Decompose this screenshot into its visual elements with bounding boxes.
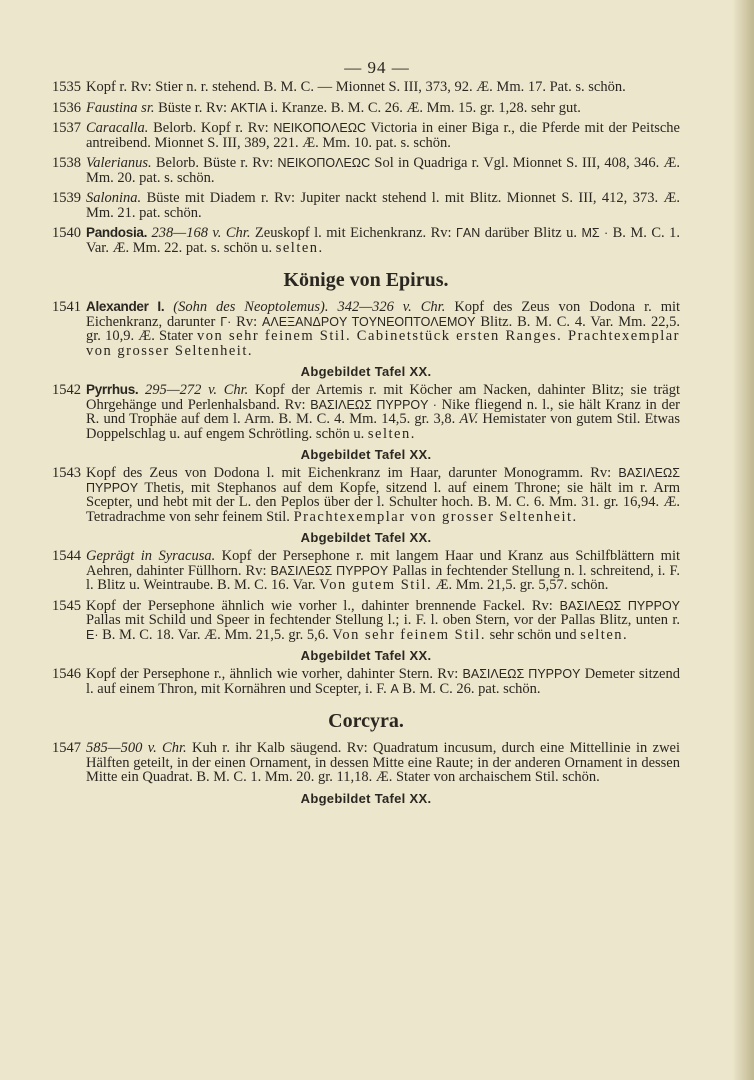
section-heading-epirus: Könige von Epirus. (283, 269, 449, 291)
entry-text: i. Kranze. B. M. C. 26. Æ. Mm. 15. gr. 1,28. sehr gut. (270, 99, 581, 116)
entry-number: 1538 (52, 155, 81, 171)
entry-number: 1540 (52, 225, 81, 241)
entry-text: Rv: (236, 313, 258, 330)
entry-text: darüber Blitz u. (484, 225, 578, 241)
entry-ruler: Pyrrhus. (86, 382, 139, 397)
catalogue-entries (52, 80, 680, 810)
entry-text: Belorb. Büste r. Rv: (155, 155, 274, 171)
entry-text: B. M. C. 1. Var. Æ. Mm. 22. pat. s. schön u. (86, 225, 680, 256)
entry-text: Kopf der Persephone r., ähnlich wie vorher, dahinter Stern. Rv: (86, 666, 459, 682)
entry-rarity: selten. (275, 239, 324, 256)
entry-text: Thetis, mit Stephanos auf dem Kopfe, sitzend l. auf einem Throne; sie hält im r. Arm Scepter, und hebt mit der L. den Peplos über der l. Schulter hoch. B. M. C. 6. Mm. 31. gr. 16,94. Æ. Tetradrachme von sehr feinem Stil. (86, 479, 680, 525)
page-number: — 94 — (344, 58, 410, 77)
entry-1541 (52, 300, 680, 358)
entry-text: Pallas in fechtender Stellung n. l. schreitend, i. F. l. Blitz u. Weintraube. B. M. C. 16. Var. (86, 562, 681, 593)
entry-number: 1539 (52, 190, 81, 206)
entry-number: 1543 (52, 465, 81, 481)
plate-reference: Abgebildet Tafel XX. (300, 530, 432, 545)
entry-1543 (52, 466, 680, 524)
greek-monogram: Γ· (220, 314, 232, 329)
entry-1544 (52, 549, 680, 593)
plate-reference: Abgebildet Tafel XX. (300, 447, 432, 462)
entry-1535 (52, 80, 680, 95)
entry-1539 (52, 191, 680, 220)
entry-text: Demeter sitzend l. auf einem Thron, mit Kornähren und Scepter, i. F. (86, 666, 680, 697)
entry-text: Æ. Mm. 21,5. gr. 5,57. schön. (435, 577, 609, 593)
entry-text: Belorb. Kopf r. Rv: (153, 120, 269, 136)
entry-1545 (52, 599, 680, 643)
metal: AV. (459, 411, 479, 427)
greek-monogram: MΣ · (581, 226, 609, 240)
entry-text: Kopf des Zeus von Dodona l. mit Eichenkranz im Haar, darunter Monogramm. Rv: (86, 465, 612, 481)
entry-date: 342—326 v. Chr. (337, 299, 446, 315)
greek-monogram: E· (86, 627, 99, 642)
entry-name: Geprägt in Syracusa. (86, 548, 216, 564)
entry-number: 1546 (52, 666, 81, 682)
greek-legend: BAΣIΛEΩΣ ΠYPPOY (559, 598, 681, 613)
entry-place: Pandosia. (86, 225, 148, 240)
entry-number: 1537 (52, 120, 81, 136)
entry-number: 1542 (52, 382, 81, 398)
entry-number: 1545 (52, 597, 81, 614)
greek-legend: NEIKOΠOΛEΩC (273, 121, 367, 135)
page-edge-shadow (732, 0, 754, 1080)
entry-name: (Sohn des Neoptolemus). (173, 299, 329, 315)
entry-rarity: selten. (580, 626, 629, 643)
greek-legend: BAΣIΛEΩΣ ΠYPPOY (462, 667, 581, 681)
greek-legend: NEIKOΠOΛEΩC (277, 156, 371, 170)
entry-ruler: Alexander I. (86, 299, 165, 314)
entry-remark: Von gutem Stil. (319, 577, 432, 593)
greek-legend: AΛEΞANΔPOY TOYNEOΠTOΛEMOY (262, 314, 476, 329)
entry-1538 (52, 156, 680, 185)
entry-name: Salonina. (86, 190, 142, 206)
entry-1546 (52, 667, 680, 696)
entry-1536 (52, 101, 680, 116)
entry-number: 1541 (52, 299, 81, 315)
entry-number: 1544 (52, 548, 81, 564)
entry-text: Pallas mit Schild und Speer in fechtender Stellung l.; i. F. l. oben Stern, vor der Pallas Blitz, unten r. (86, 612, 680, 628)
entry-text: Büste r. Rv: (158, 99, 228, 116)
entry-text: Kuh r. ihr Kalb säugend. Rv: Quadratum incusum, durch eine Mittellinie in zwei Hälften geteilt, in der einen Ornament, in dessen Mitte eine Raute; in der anderen Ornament in dessen Mitte ein Quadrat. B. M. C. 1. Mm. 20. gr. 11,18. Æ. Stater von archaischem Stil. schön. (86, 740, 681, 785)
entry-1542 (52, 383, 680, 441)
entry-name: Caracalla. (86, 120, 149, 136)
entry-text: Hemistater von gutem Stil. Etwas Doppelschlag u. auf engem Schrötling. schön u. (86, 411, 681, 442)
entry-name: Faustina sr. (86, 99, 155, 116)
entry-text: Kopf der Persephone ähnlich wie vorher l., dahinter brennende Fackel. Rv: (86, 597, 553, 614)
entry-date: 585—500 v. Chr. (86, 740, 187, 756)
entry-number: 1536 (52, 99, 81, 116)
greek-monogram: A (390, 681, 399, 696)
entry-1547 (52, 741, 680, 785)
entry-1537 (52, 121, 680, 150)
entry-remark: von sehr feinem Stil. Cabinetstück ersten Ranges. Prachtexemplar von grosser Seltenheit. (86, 328, 680, 359)
entry-text: Zeuskopf l. mit Eichenkranz. Rv: (254, 225, 452, 241)
greek-legend: BAΣIΛEΩΣ ΠYPPOY (270, 563, 389, 578)
greek-legend: AKTIA (230, 100, 267, 115)
plate-reference: Abgebildet Tafel XX. (300, 648, 432, 663)
greek-legend: BAΣIΛEΩΣ ΠYPPOY (86, 466, 680, 495)
entry-text: Victoria in einer Biga r., die Pferde mit der Peitsche antreibend. Mionnet S. III, 389, 221. Æ. Mm. 10. pat. s. schön. (86, 120, 680, 151)
entry-text: Kopf des Zeus von Dodona r. mit Eichenkranz, darunter (86, 299, 681, 330)
plate-reference: Abgebildet Tafel XX. (300, 790, 432, 806)
section-heading-corcyra: Corcyra. (328, 710, 404, 732)
greek-legend: ΓAN (456, 226, 481, 240)
entry-text: B. M. C. 26. pat. schön. (402, 680, 541, 697)
entry-text: Kopf der Persephone r. mit langem Haar und Kranz aus Schilfblättern mit Aehren, dahinter Füllhorn. Rv: (86, 548, 681, 579)
entry-1540 (52, 226, 680, 255)
entry-text: Büste mit Diadem r. Rv: Jupiter nackt stehend l. mit Blitz. Mionnet S. III, 412, 373. Æ. Mm. 21. pat. schön. (86, 190, 680, 221)
entry-rarity: selten. (367, 425, 416, 442)
entry-text: B. M. C. 18. Var. Æ. Mm. 21,5. gr. 5,6. (102, 626, 329, 643)
entry-text: Kopf r. Rv: Stier n. r. stehend. B. M. C. — Mionnet S. III, 373, 92. Æ. Mm. 17. Pat. s. schön. (86, 79, 626, 95)
entry-text: Nike fliegend n. l., sie hält Kranz in der R. und Trophäe auf dem l. Arm. B. M. C. 4. Mm. 14,5. gr. 3,8. (86, 396, 681, 427)
entry-date: 295—272 v. Chr. (145, 382, 249, 398)
entry-text: Kopf der Artemis r. mit Köcher am Nacken, dahinter Blitz; sie trägt Ohrgehänge und Perlenhalsband. Rv: (86, 382, 681, 413)
entry-remark: Prachtexemplar von grosser Seltenheit. (293, 508, 578, 525)
entry-date: 238—168 v. Chr. (151, 225, 251, 241)
entry-text: Sol in Quadriga r. Vgl. Mionnet S. III, 408, 346. Æ. Mm. 20. pat. s. schön. (86, 155, 681, 186)
entry-name: Valerianus. (86, 155, 152, 171)
plate-reference: Abgebildet Tafel XX. (300, 364, 432, 379)
entry-text: Blitz. B. M. C. 4. Var. Mm. 22,5. gr. 10,9. Æ. Stater (86, 313, 680, 344)
greek-legend: BAΣIΛEΩΣ ΠYPPOY · (310, 397, 437, 412)
entry-number: 1535 (52, 79, 81, 95)
entry-text: sehr schön und (489, 626, 577, 643)
entry-remark: Von sehr feinem Stil. (332, 626, 486, 643)
entry-number: 1547 (52, 740, 81, 756)
